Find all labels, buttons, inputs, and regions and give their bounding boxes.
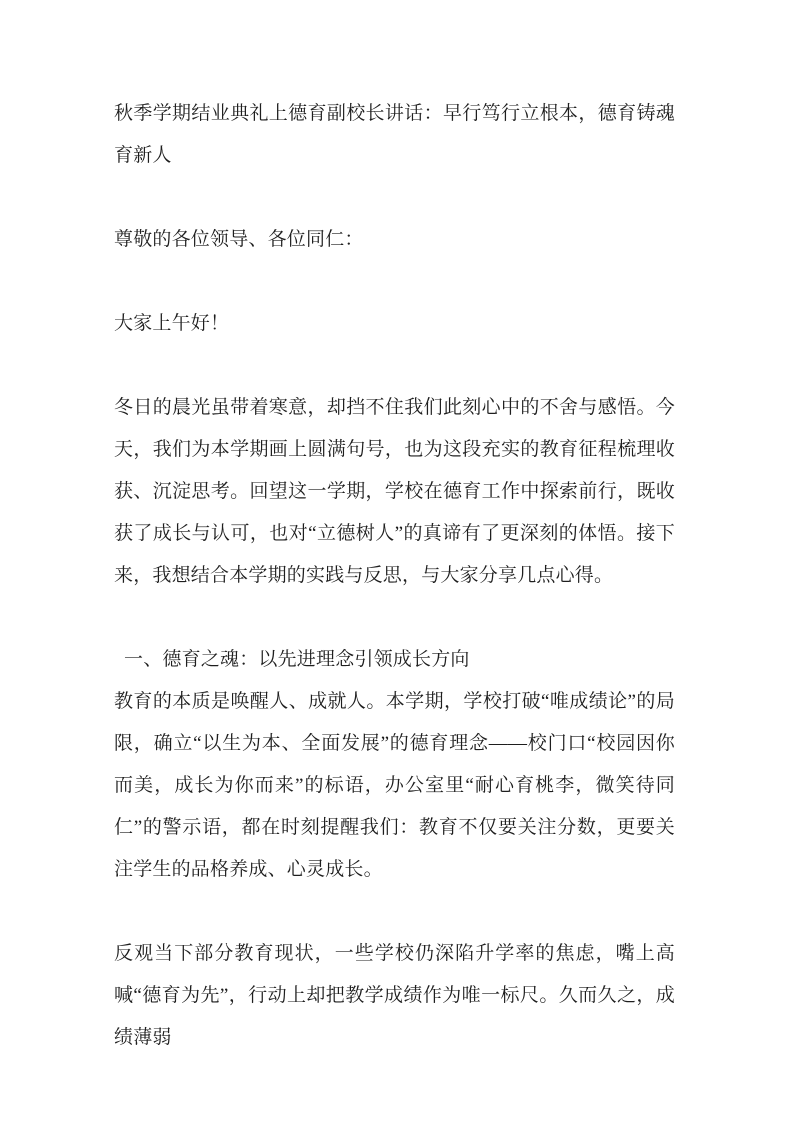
section-1-heading: 一、德育之魂：以先进理念引领成长方向 <box>124 649 470 670</box>
salutation-line: 尊敬的各位领导、各位同仁： <box>114 229 364 250</box>
section-1-paragraph: 教育的本质是唤醒人、成就人。本学期，学校打破“唯成绩论”的局限，确立“以生为本、全面发展”的德育理念——校门口“校园因你而美，成长为你而来”的标语，办公室里“耐心育桃李，微笑待同仁”的警示语，都在时刻提醒我们：教育不仅要关注分数，更要关注学生的品格养成、心灵成长。 <box>114 691 675 880</box>
document-title: 秋季学期结业典礼上德育副校长讲话：早行笃行立根本，德育铸魂育新人 <box>114 103 675 166</box>
intro-paragraph: 冬日的晨光虽带着寒意，却挡不住我们此刻心中的不舍与感悟。今天，我们为本学期画上圆满句号，也为这段充实的教育征程梳理收获、沉淀思考。回望这一学期，学校在德育工作中探索前行，既收获了成长与认可，也对“立德树人”的真谛有了更深刻的体悟。接下来，我想结合本学期的实践与反思，与大家分享几点心得。 <box>114 397 675 586</box>
greeting-line: 大家上午好！ <box>114 313 230 334</box>
section-2-paragraph: 反观当下部分教育现状，一些学校仍深陷升学率的焦虑，嘴上高喊“德育为先”，行动上却把教学成绩作为唯一标尺。久而久之，成绩薄弱 <box>114 943 675 1048</box>
